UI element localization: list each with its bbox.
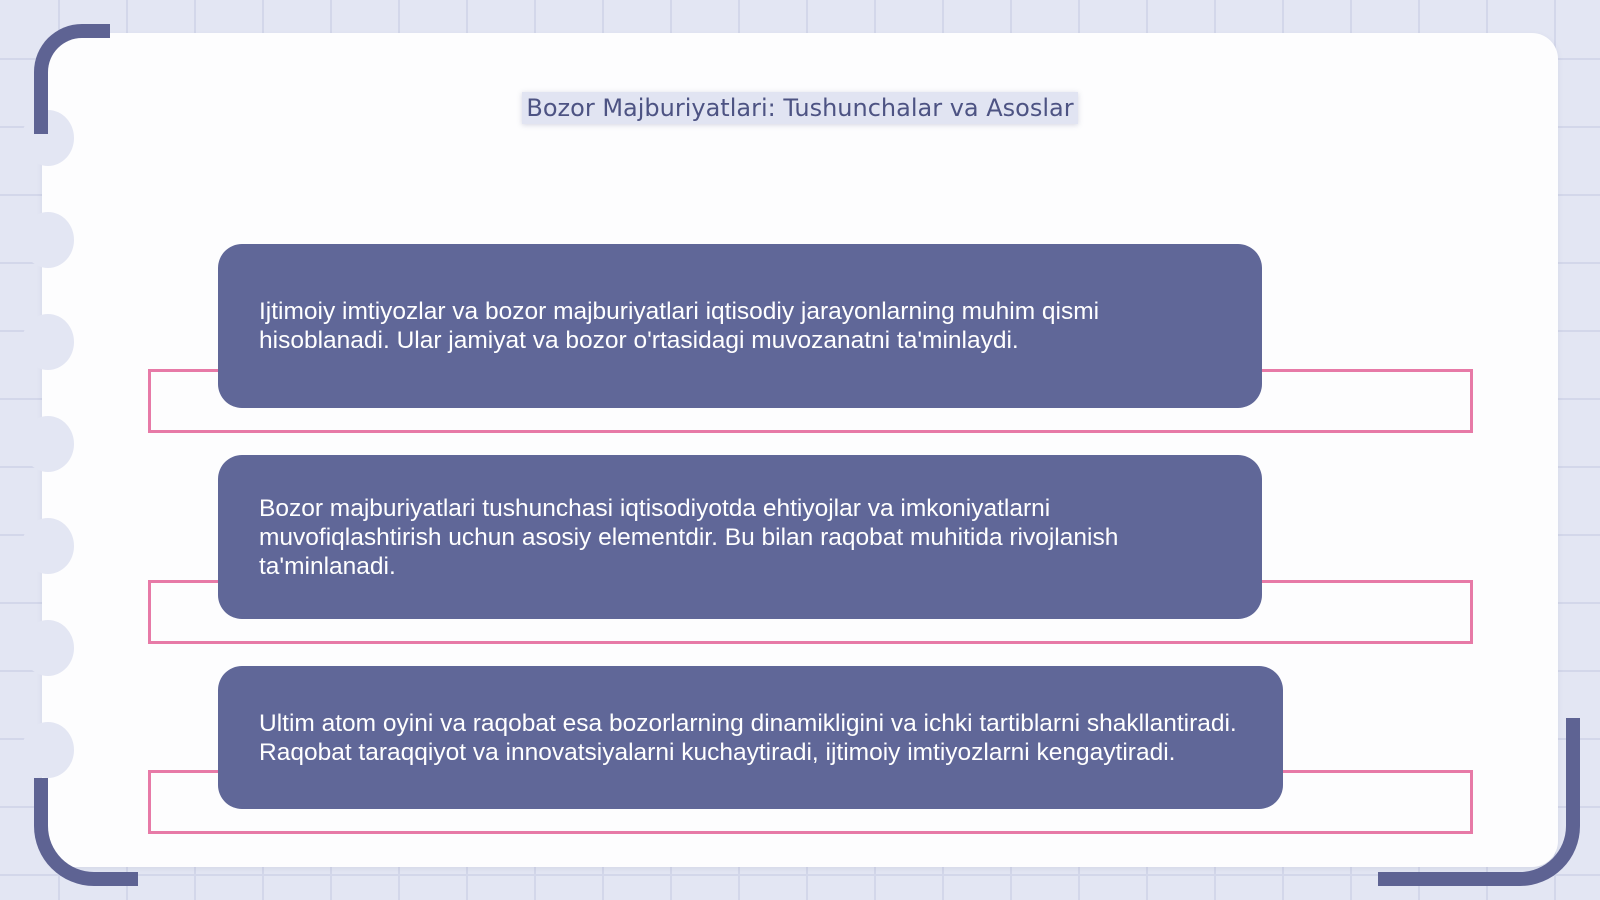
point-card-1: [218, 244, 1262, 408]
paper-notch: [22, 314, 74, 370]
paper-notch: [22, 722, 74, 778]
slide-title: [0, 94, 1600, 122]
paper-notch: [22, 212, 74, 268]
point-card-2: [218, 455, 1262, 619]
paper-notch: [22, 620, 74, 676]
point-text-1: Ijtimoiy imtiyozlar va bozor majburiyatlari iqtisodiy jarayonlarning muhim qismi hisoblanadi. Ular jamiyat va bozor o'rtasidagi muvozanatni ta'minlaydi.: [259, 298, 1100, 354]
point-text-3: Ultim atom oyini va raqobat esa bozorlarning dinamikligini va ichki tartiblarni shakllantiradi. Raqobat taraqqiyot va innovatsiyalarni kuchaytiradi, ijtimoiy imtiyozlarni kengaytiradi.: [259, 709, 1237, 766]
point-text-2: Bozor majburiyatlari tushunchasi iqtisodiyotda ehtiyojlar va imkoniyatlarni muvofiqlashtirish uchun asosiy elementdir. Bu bilan raqobat muhitida rivojlanish ta'minlanadi.: [259, 494, 1119, 580]
paper-notch: [22, 518, 74, 574]
paper-notch: [22, 416, 74, 472]
corner-bracket-bottom-left: [34, 778, 138, 886]
slide-title-text: Bozor Majburiyatlari: Tushunchalar va Asoslar: [522, 92, 1077, 124]
point-card-3: [218, 666, 1283, 809]
